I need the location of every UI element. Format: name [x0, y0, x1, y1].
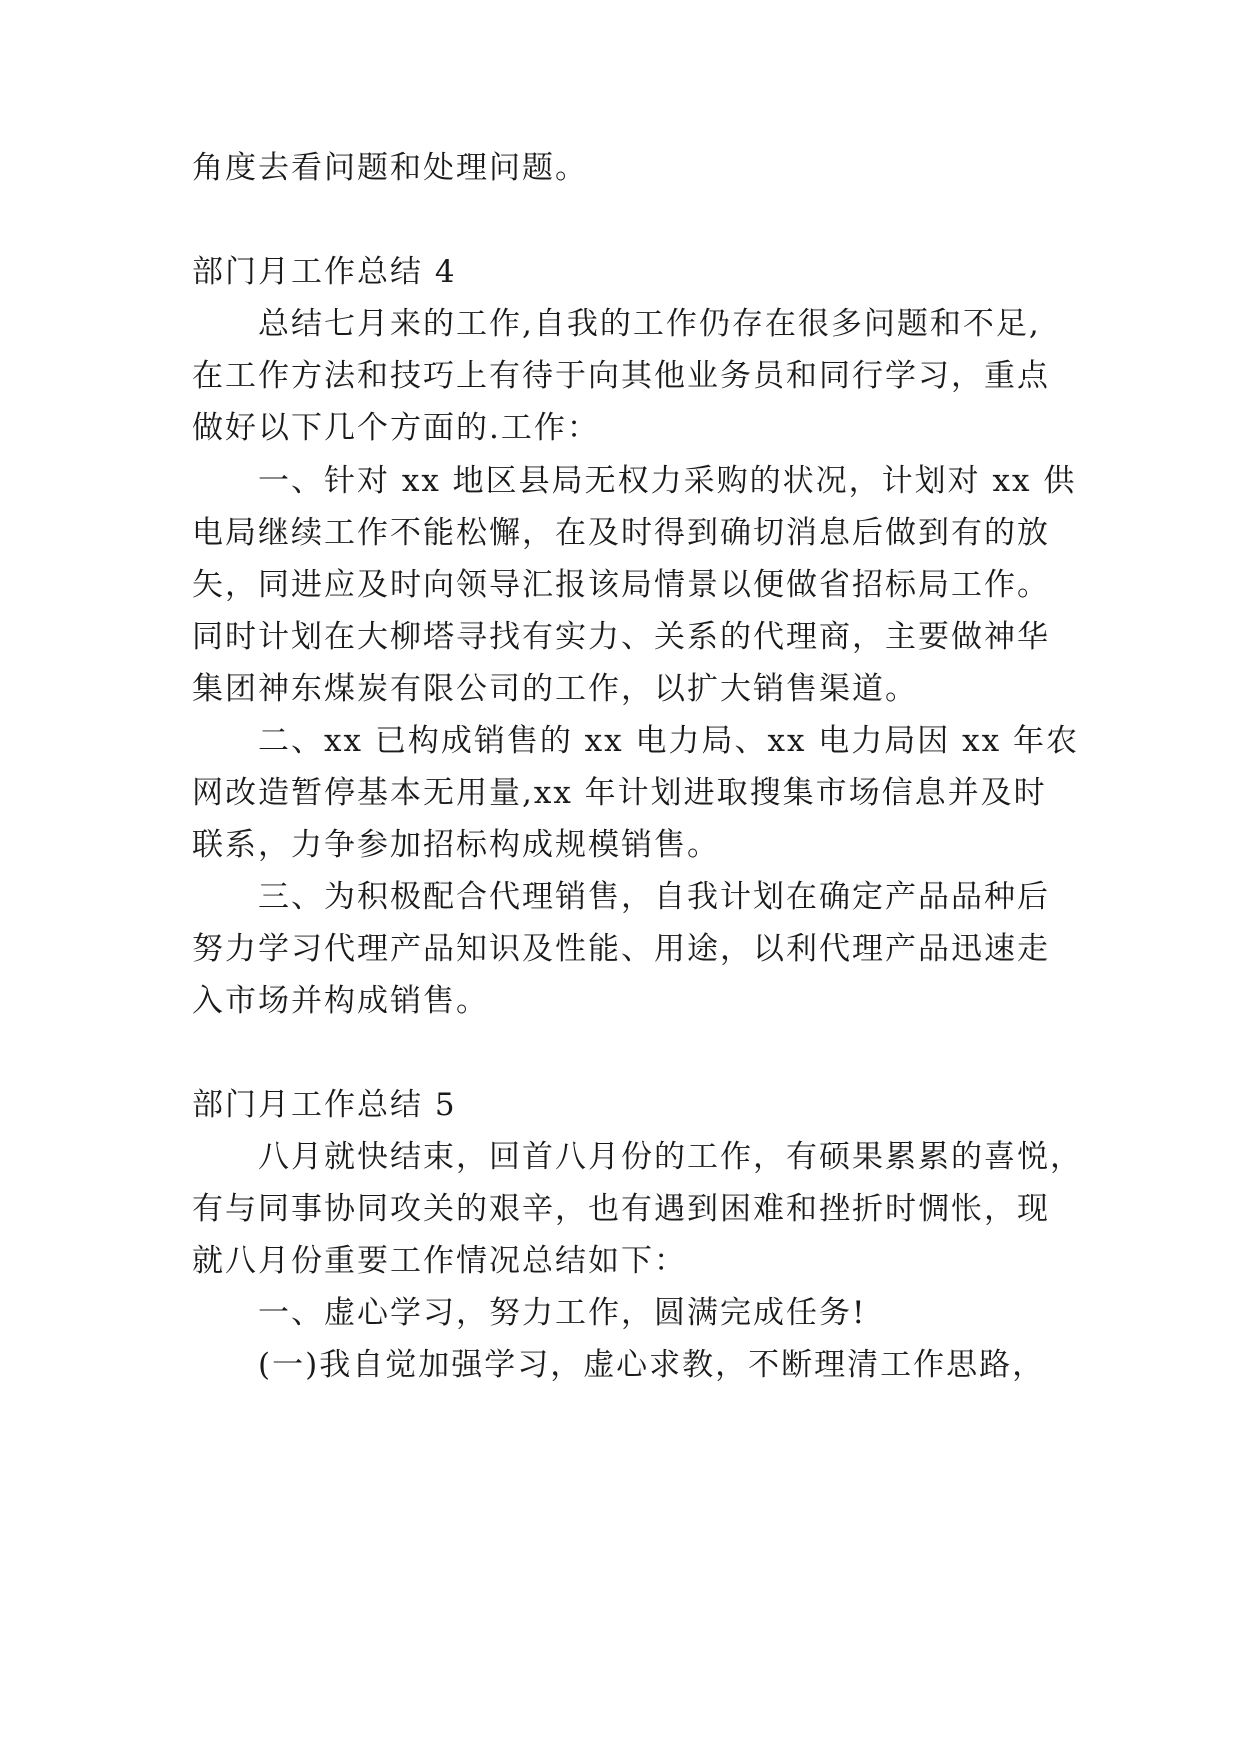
section-5-line: 就八月份重要工作情况总结如下：	[192, 1243, 687, 1279]
section-5-line: 有与同事协同攻关的艰辛，也有遇到困难和挫折时惆怅，现	[192, 1191, 1050, 1227]
section-4-line: 总结七月来的工作,自我的工作仍存在很多问题和不足,	[258, 306, 1041, 342]
section-4-line: 在工作方法和技巧上有待于向其他业务员和同行学习，重点	[192, 358, 1050, 394]
section-5-line: 八月就快结束，回首八月份的工作，有硕果累累的喜悦，	[258, 1139, 1083, 1175]
intro-tail-line: 角度去看问题和处理问题。	[192, 150, 588, 186]
section-4-line: 努力学习代理产品知识及性能、用途，以利代理产品迅速走	[192, 931, 1050, 967]
section-4-line: 联系，力争参加招标构成规模销售。	[192, 827, 720, 863]
section-5-heading: 部门月工作总结 5	[192, 1087, 457, 1123]
section-4-line: 网改造暂停基本无用量,xx 年计划进取搜集市场信息并及时	[192, 775, 1047, 811]
section-4-line: 做好以下几个方面的.工作：	[192, 410, 600, 446]
section-4-line: 同时计划在大柳塔寻找有实力、关系的代理商，主要做神华	[192, 619, 1050, 655]
section-4-line: 集团神东煤炭有限公司的工作，以扩大销售渠道。	[192, 671, 918, 707]
section-4-line: 矢，同进应及时向领导汇报该局情景以便做省招标局工作。	[192, 567, 1050, 603]
section-5-line: 一、虚心学习，努力工作，圆满完成任务!	[258, 1295, 867, 1331]
section-4-heading: 部门月工作总结 4	[192, 254, 457, 290]
section-4-line: 一、针对 xx 地区县局无权力采购的状况，计划对 xx 供	[258, 463, 1077, 499]
section-5-line: (一)我自觉加强学习，虚心求教，不断理清工作思路，	[258, 1347, 1046, 1383]
section-4-line: 电局继续工作不能松懈，在及时得到确切消息后做到有的放	[192, 515, 1050, 551]
section-4-line: 入市场并构成销售。	[192, 983, 489, 1019]
section-4-line: 三、为积极配合代理销售，自我计划在确定产品品种后	[258, 879, 1050, 915]
section-4-line: 二、xx 已构成销售的 xx 电力局、xx 电力局因 xx 年农	[258, 723, 1079, 759]
